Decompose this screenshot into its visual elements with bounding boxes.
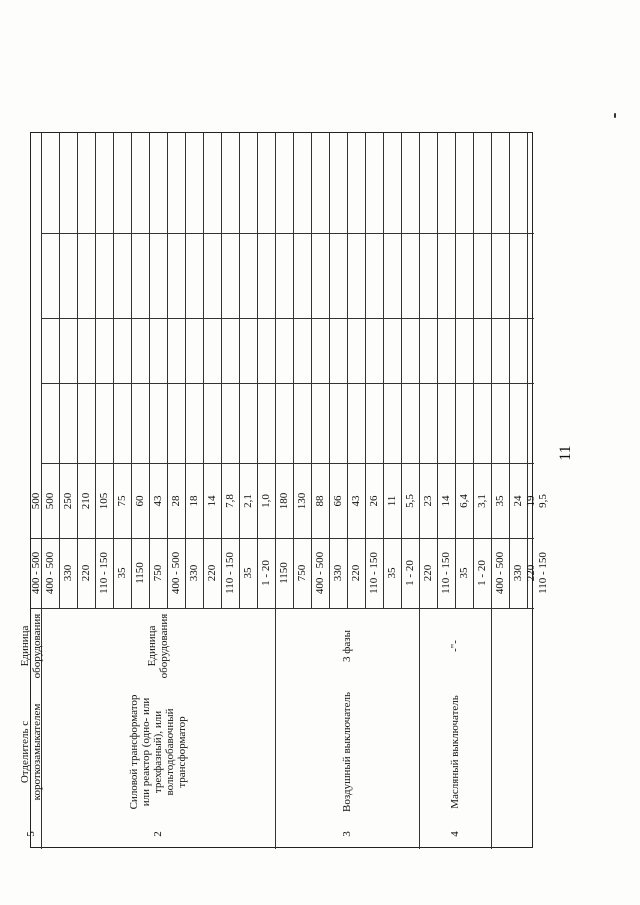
voltage-value: 35 bbox=[116, 567, 128, 579]
table-value: 14 bbox=[440, 495, 452, 506]
voltage-value: 220 bbox=[80, 564, 92, 582]
voltage-value: 1150 bbox=[134, 562, 146, 584]
table-column-line bbox=[41, 233, 534, 234]
voltage-value: 1150 bbox=[278, 562, 290, 584]
voltage-value: 35 bbox=[386, 567, 398, 579]
table-row-line bbox=[59, 133, 60, 608]
voltage-value: 110 - 150 bbox=[98, 552, 110, 594]
table-row-line bbox=[113, 133, 114, 608]
table-value: 5,5 bbox=[404, 493, 416, 508]
voltage-value: 220 bbox=[524, 564, 537, 582]
table-value: 35 bbox=[494, 495, 506, 506]
voltage-value: 1 - 20 bbox=[260, 560, 272, 586]
table-value: 19 bbox=[524, 495, 537, 506]
table-value: 2,1 bbox=[242, 493, 254, 508]
table-value: 1,0 bbox=[260, 493, 272, 508]
table-value: 14 bbox=[206, 495, 218, 506]
row-number: 5 bbox=[25, 830, 37, 837]
voltage-value: 330 bbox=[188, 564, 200, 582]
unit-label: -"- bbox=[449, 639, 461, 652]
table-row-line bbox=[77, 133, 78, 608]
table-row-line bbox=[203, 133, 204, 608]
voltage-value: 1 - 20 bbox=[476, 560, 488, 586]
table-value: 105 bbox=[98, 492, 110, 509]
table-value: 75 bbox=[116, 495, 128, 506]
voltage-value: 220 bbox=[206, 564, 218, 582]
voltage-value: 1 - 20 bbox=[404, 560, 416, 586]
table-value: 11 bbox=[386, 495, 398, 506]
table-row-line bbox=[383, 133, 384, 608]
table-group-line bbox=[275, 133, 276, 849]
table-row-line bbox=[329, 133, 330, 608]
data-table bbox=[19, 132, 549, 848]
voltage-value: 220 bbox=[350, 564, 362, 582]
table-row-line bbox=[347, 133, 348, 608]
table-value: 9,5 bbox=[537, 493, 549, 508]
table-row-line bbox=[167, 133, 168, 608]
voltage-value: 220 bbox=[422, 564, 434, 582]
voltage-value: 750 bbox=[296, 564, 308, 582]
table-row-line bbox=[131, 133, 132, 608]
voltage-value: 110 - 150 bbox=[224, 552, 236, 594]
unit-label: Единица оборудования bbox=[146, 613, 170, 678]
equipment-name: Силовой трансформатор или реактор (одно- или трехфазный), или вольтодобавочный трансформатор bbox=[128, 694, 188, 809]
table-row-line bbox=[365, 133, 366, 608]
equipment-name: Отделитель с короткозамыкателем bbox=[19, 703, 43, 800]
table-value: 130 bbox=[296, 492, 308, 509]
voltage-value: 400 - 500 bbox=[494, 551, 506, 595]
table-row-line bbox=[149, 133, 150, 608]
table-group-line bbox=[419, 133, 420, 849]
table-value: 7,8 bbox=[224, 493, 236, 508]
table-value: 23 bbox=[422, 495, 434, 506]
table-value: 250 bbox=[62, 492, 74, 509]
table-value: 18 bbox=[188, 495, 200, 506]
voltage-value: 35 bbox=[458, 567, 470, 579]
table-row-line bbox=[95, 133, 96, 608]
voltage-value: 110 - 150 bbox=[440, 552, 452, 594]
row-number: 2 bbox=[152, 830, 164, 837]
table-value: 88 bbox=[314, 495, 326, 506]
table-row-line bbox=[509, 133, 510, 608]
table-row-line bbox=[473, 133, 474, 608]
table-column-line bbox=[41, 463, 534, 464]
table-row-line bbox=[185, 133, 186, 608]
table-value: 43 bbox=[350, 495, 362, 506]
unit-label: Единица оборудования bbox=[19, 613, 43, 678]
table-row-line bbox=[401, 133, 402, 608]
voltage-value: 35 bbox=[242, 567, 254, 579]
table-row-line bbox=[257, 133, 258, 608]
page-number: 11 bbox=[557, 445, 574, 461]
table-row-line bbox=[221, 133, 222, 608]
table-value: 24 bbox=[512, 495, 524, 506]
voltage-value: 330 bbox=[332, 564, 344, 582]
table-value: 500 bbox=[44, 492, 56, 509]
table-value: 180 bbox=[278, 492, 290, 509]
table-column-line bbox=[31, 538, 534, 539]
voltage-value: 400 - 500 bbox=[44, 551, 56, 595]
table-value: 26 bbox=[368, 495, 380, 506]
table-value: 60 bbox=[134, 495, 146, 506]
table-column-line bbox=[41, 318, 534, 319]
table-value: 28 bbox=[170, 495, 182, 506]
row-number: 3 bbox=[341, 830, 353, 837]
row-number: 4 bbox=[449, 830, 461, 837]
voltage-value: 330 bbox=[512, 564, 524, 582]
equipment-name: Масляный выключатель bbox=[449, 694, 461, 809]
table-value: 6,4 bbox=[458, 493, 470, 508]
voltage-value: 400 - 500 bbox=[314, 551, 326, 595]
unit-label: 3 фазы bbox=[341, 629, 353, 662]
table-row-line bbox=[293, 133, 294, 608]
table-rotated-grid bbox=[19, 133, 549, 849]
page-dot bbox=[614, 113, 616, 118]
table-column-line bbox=[41, 383, 534, 384]
table-row-line bbox=[311, 133, 312, 608]
table-value: 66 bbox=[332, 495, 344, 506]
voltage-value: 400 - 500 bbox=[30, 551, 42, 595]
equipment-name: Воздушный выключатель bbox=[341, 691, 353, 812]
voltage-value: 110 - 150 bbox=[368, 552, 380, 594]
table-value: 210 bbox=[80, 492, 92, 509]
table-value: 3,1 bbox=[476, 493, 488, 508]
voltage-value: 400 - 500 bbox=[170, 551, 182, 595]
voltage-value: 110 - 150 bbox=[537, 552, 549, 594]
table-value: 500 bbox=[30, 492, 42, 509]
table-row-line bbox=[239, 133, 240, 608]
table-value: 43 bbox=[152, 495, 164, 506]
table-row-line bbox=[527, 133, 528, 608]
voltage-value: 330 bbox=[62, 564, 74, 582]
voltage-value: 750 bbox=[152, 564, 164, 582]
table-row-line bbox=[455, 133, 456, 608]
table-group-line bbox=[491, 133, 492, 849]
table-row-line bbox=[437, 133, 438, 608]
